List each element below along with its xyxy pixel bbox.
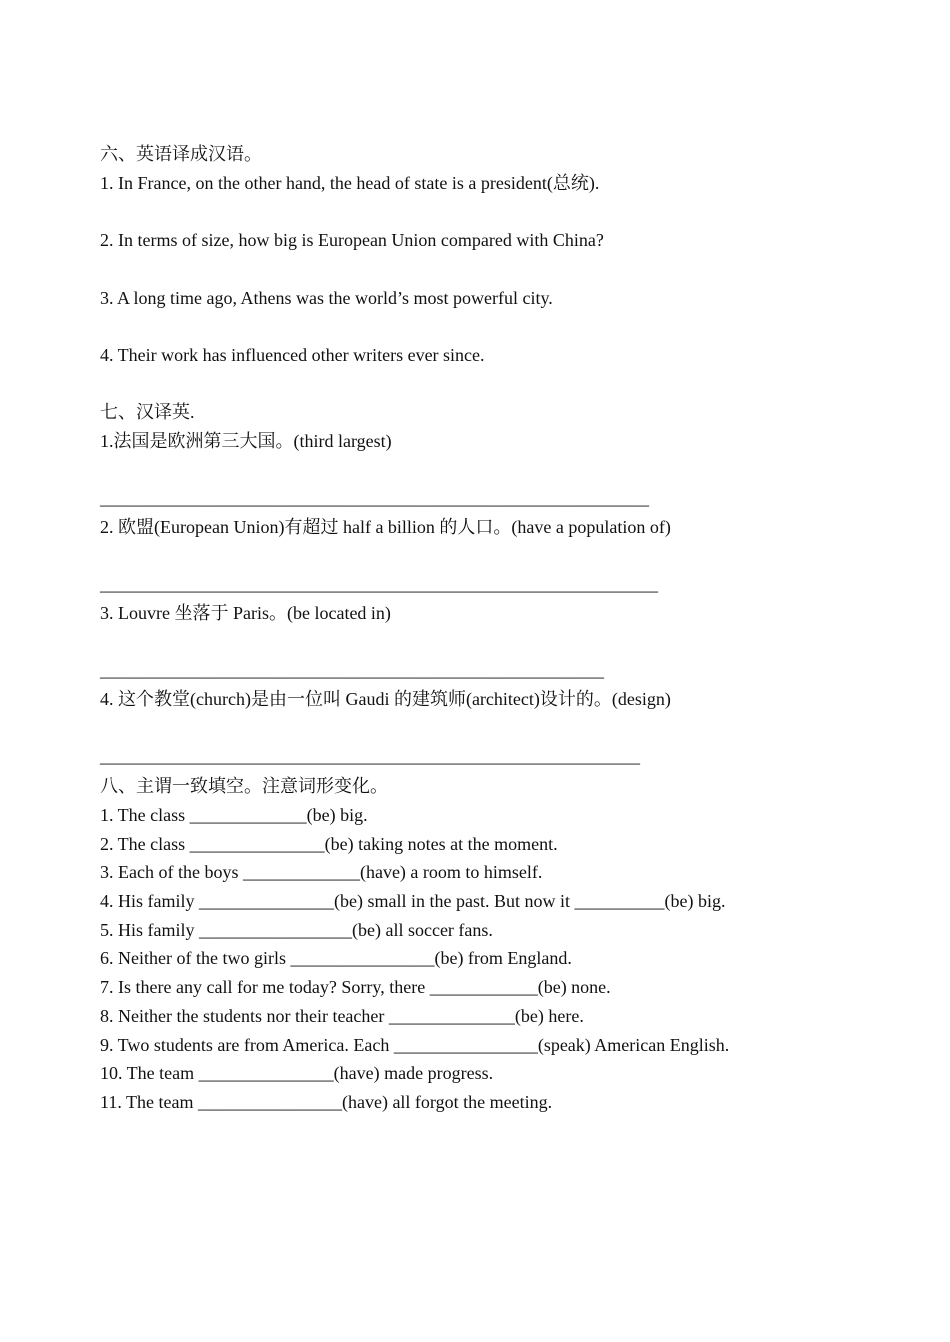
section-7-answer-line-2: ______________________________________________________________ xyxy=(100,574,658,594)
section-8-item-5: 5. His family _________________(be) all soccer fans. xyxy=(100,920,493,940)
section-7-item-1: 1.法国是欧洲第三大国。(third largest) xyxy=(100,431,392,451)
section-7-heading: 七、汉译英. xyxy=(100,402,195,422)
section-8-item-11: 11. The team ________________(have) all forgot the meeting. xyxy=(100,1092,553,1112)
section-8-item-2: 2. The class _______________(be) taking notes at the moment. xyxy=(100,834,558,854)
section-6-item-3: 3. A long time ago, Athens was the world’s most powerful city. xyxy=(100,288,553,308)
section-8-item-8: 8. Neither the students nor their teacher ______________(be) here. xyxy=(100,1006,584,1026)
section-8-item-9: 9. Two students are from America. Each ________________(speak) American English. xyxy=(100,1035,730,1055)
section-7-answer-line-4: ____________________________________________________________ xyxy=(100,746,640,766)
section-6-item-4: 4. Their work has influenced other writers ever since. xyxy=(100,345,485,365)
section-8-item-10: 10. The team _______________(have) made progress. xyxy=(100,1063,494,1083)
section-8-item-6: 6. Neither of the two girls ________________(be) from England. xyxy=(100,948,572,968)
section-7-answer-line-3: ________________________________________________________ xyxy=(100,660,604,680)
section-8-item-7: 7. Is there any call for me today? Sorry, there ____________(be) none. xyxy=(100,977,611,997)
section-6-heading: 六、英语译成汉语。 xyxy=(100,144,262,164)
section-8-item-4: 4. His family _______________(be) small in the past. But now it __________(be) big. xyxy=(100,891,726,911)
section-8-heading: 八、主谓一致填空。注意词形变化。 xyxy=(100,776,388,796)
section-8-item-3: 3. Each of the boys _____________(have) a room to himself. xyxy=(100,862,543,882)
section-7-answer-line-1: _____________________________________________________________ xyxy=(100,488,649,508)
section-6-item-2: 2. In terms of size, how big is European Union compared with China? xyxy=(100,230,604,250)
section-6-item-1: 1. In France, on the other hand, the head of state is a president(总统). xyxy=(100,173,600,193)
section-7-item-2: 2. 欧盟(European Union)有超过 half a billion 的人口。(have a population of) xyxy=(100,517,671,537)
section-7-item-4: 4. 这个教堂(church)是由一位叫 Gaudi 的建筑师(architect)设计的。(design) xyxy=(100,689,671,709)
section-7-item-3: 3. Louvre 坐落于 Paris。(be located in) xyxy=(100,603,391,623)
section-8-item-1: 1. The class _____________(be) big. xyxy=(100,805,368,825)
